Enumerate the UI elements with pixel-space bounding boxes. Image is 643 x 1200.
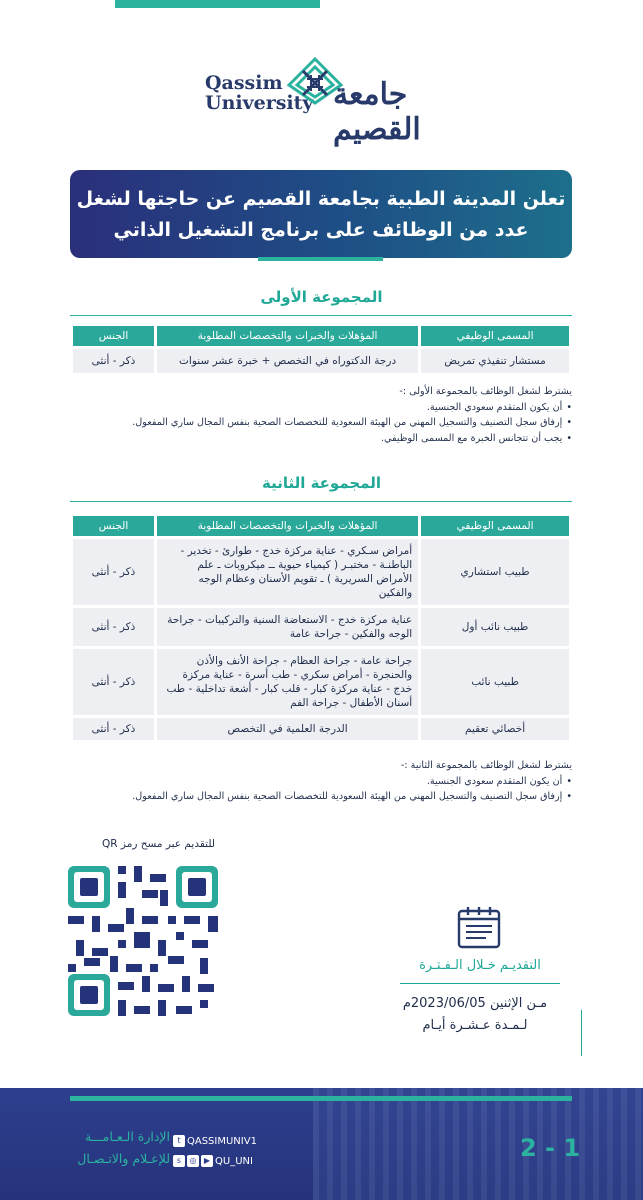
twitter-link[interactable]: t QASSIMUNIV1: [173, 1132, 257, 1152]
header-qualifications: المؤهلات والخبرات والتخصصات المطلوبة: [157, 326, 418, 346]
announcement-banner: [70, 170, 572, 258]
job-gender: ذكر - أنثى: [73, 608, 154, 646]
qr-label: للتقديم عبر مسح رمز QR: [102, 838, 215, 850]
application-period-divider: [400, 983, 560, 984]
top-accent-bar: [115, 0, 320, 8]
group-1-divider: [70, 315, 572, 316]
application-period-title: التقديـم خـلال الـفـتـرة: [419, 958, 541, 973]
banner-underline: [258, 257, 383, 261]
job-title: أخصائي تعقيم: [421, 718, 569, 740]
job-title: طبيب استشاري: [421, 539, 569, 605]
table-row: [73, 608, 569, 646]
job-gender: ذكر - أنثى: [73, 349, 154, 373]
requirement-item: • أن يكون المتقدم سعودي الجنسية.: [40, 400, 572, 416]
footer-accent-bar: [70, 1096, 572, 1101]
page-number: 2 - 1: [520, 1134, 581, 1162]
logo-english: Qassim University: [205, 72, 314, 114]
group-2-divider: [70, 501, 572, 502]
requirement-item: • إرفاق سجل التصنيف والتسجيل المهني من الهيئة السعودية للتخصصات الصحية بنفس المجال ساري المفعول.: [40, 415, 572, 431]
qr-code-icon[interactable]: [68, 866, 218, 1016]
footer: [0, 1088, 643, 1200]
table-row: [73, 349, 569, 373]
social-handle-link[interactable]: s ◎ ▶ QU_UNI: [173, 1152, 257, 1172]
job-qualifications: جراحة عامة - جراحة العظام - جراحة الأنف والأذن والحنجرة - أمراض سكري - طب أسرة - عناية مركزة خدج - عناية مركزة كبار - قلب كبار - أشعة تداخلية - طب أسنان الأطفال - جراحة الفم: [157, 649, 418, 715]
table-row: [73, 718, 569, 740]
instagram-icon: ◎: [187, 1155, 199, 1167]
group-1-table: [70, 323, 572, 376]
group-2-table: [70, 513, 572, 743]
requirements-title: يشترط لشغل الوظائف بالمجموعة الأولى :-: [399, 386, 572, 397]
logo-arabic: جامعة القصيم: [333, 77, 421, 147]
banner-line-2: عدد من الوظائف على برنامج التشغيل الذاتي: [113, 219, 529, 241]
job-qualifications: درجة الدكتوراه في التخصص + خبرة عشر سنوات: [157, 349, 418, 373]
banner-line-1: تعلن المدينة الطبية بجامعة القصيم عن حاجتها لشغل: [76, 188, 566, 210]
header-job-title: المسمى الوظيفي: [421, 516, 569, 536]
group-2-title: المجموعة الثانية: [261, 474, 382, 492]
table-row: [73, 649, 569, 715]
group-1-title: المجموعة الأولى: [260, 288, 383, 306]
building-photo: [313, 1088, 643, 1200]
youtube-icon: ▶: [201, 1155, 213, 1167]
job-gender: ذكر - أنثى: [73, 718, 154, 740]
job-qualifications: أمراض سـكري - عناية مركزة خدج - طوارئ - تخدير - الباطنـة - مختبـر ( كيمياء حيوية ــ ميكروبات ـ علم الأمراض السريرية ) ـ تقويم الأسنان وعظام الوجه والفكين: [157, 539, 418, 605]
twitter-icon: t: [173, 1135, 185, 1147]
header-gender: الجنس: [73, 516, 154, 536]
document-calendar-icon: [456, 906, 502, 950]
header-gender: الجنس: [73, 326, 154, 346]
application-bracket: [578, 1010, 582, 1056]
header-qualifications: المؤهلات والخبرات والتخصصات المطلوبة: [157, 516, 418, 536]
snapchat-icon: s: [173, 1155, 185, 1167]
requirement-item: • إرفاق سجل التصنيف والتسجيل المهني من الهيئة السعودية للتخصصات الصحية بنفس المجال ساري المفعول.: [40, 789, 572, 805]
application-start-date: مـن الإثنين 2023/06/05م: [402, 996, 548, 1011]
requirement-item: • يجب أن تتجانس الخبرة مع المسمى الوظيفي.: [40, 431, 572, 447]
group-2-requirements: [40, 758, 572, 805]
table-row: [73, 539, 569, 605]
requirement-item: • أن يكون المتقدم سعودي الجنسية.: [40, 774, 572, 790]
job-gender: ذكر - أنثى: [73, 539, 154, 605]
university-logo: [205, 55, 465, 147]
job-title: طبيب نائب أول: [421, 608, 569, 646]
application-duration: لـمـدة عـشـرة أيـام: [422, 1018, 528, 1033]
job-gender: ذكر - أنثى: [73, 649, 154, 715]
job-title: مستشار تنفيذي تمريض: [421, 349, 569, 373]
requirements-title: يشترط لشغل الوظائف بالمجموعة الثانية :-: [400, 760, 572, 771]
department-name: الإدارة الـعـامـــة للإعـلام والاتـصـال: [77, 1129, 170, 1166]
header-job-title: المسمى الوظيفي: [421, 326, 569, 346]
group-1-requirements: [40, 384, 572, 446]
job-qualifications: الدرجة العلمية في التخصص: [157, 718, 418, 740]
job-qualifications: عناية مركزة خدج - الاستعاضة السنية والتركيبات - جراحة الوجه والفكين - جراحة عامة: [157, 608, 418, 646]
social-links: [173, 1132, 257, 1172]
job-title: طبيب نائب: [421, 649, 569, 715]
